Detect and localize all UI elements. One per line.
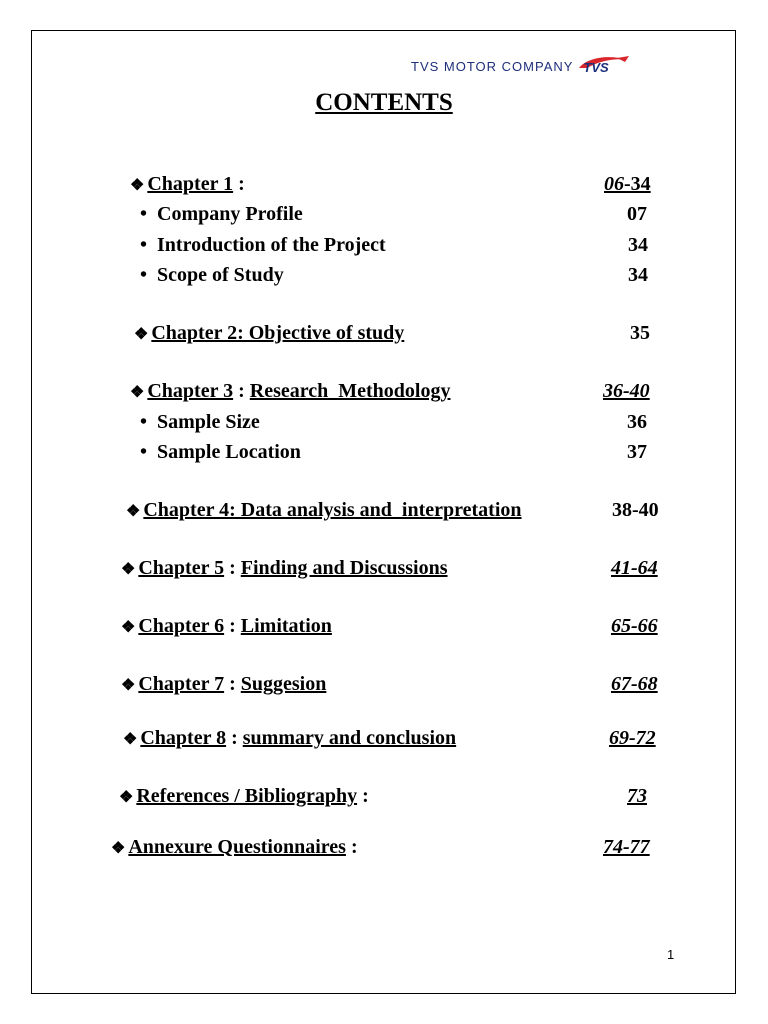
chapter-name[interactable]: Research Methodology bbox=[249, 380, 451, 402]
chapter-name[interactable]: Limitation bbox=[240, 615, 332, 637]
toc-entry-chapter-3[interactable]: ❖ Chapter 3 : Research Methodology bbox=[130, 380, 451, 402]
bullet-icon: • bbox=[140, 441, 148, 463]
bullet-icon: • bbox=[140, 264, 148, 286]
chapter-name[interactable]: Finding and Discussions bbox=[240, 557, 448, 579]
toc-entry-chapter-4[interactable] bbox=[126, 498, 522, 524]
toc-pages-annexure: 74-77 bbox=[603, 836, 650, 858]
toc-entry-chapter-8[interactable]: ❖ Chapter 8 : summary and conclusion bbox=[123, 727, 457, 749]
diamond-bullet-icon: ❖ bbox=[130, 384, 145, 401]
toc-subitem-page: 36 bbox=[627, 411, 647, 433]
toc-subitem[interactable]: • Sample Size bbox=[140, 411, 260, 433]
chapter-label[interactable]: Chapter 4: Data analysis and interpretation bbox=[143, 499, 522, 521]
toc-entry-chapter-2[interactable] bbox=[134, 321, 404, 347]
chapter-label[interactable]: Chapter 2: Objective of study bbox=[151, 322, 405, 344]
chapter-name[interactable]: Suggesion bbox=[240, 673, 327, 695]
bullet-icon: • bbox=[140, 203, 148, 225]
diamond-bullet-icon: ❖ bbox=[121, 619, 136, 636]
toc-subitem-page: 07 bbox=[627, 203, 647, 225]
diamond-bullet-icon: ❖ bbox=[123, 731, 138, 748]
toc-pages-chapter-4: 38-40 bbox=[612, 499, 659, 521]
tvs-badge-text: TVS bbox=[583, 60, 609, 75]
diamond-bullet-icon: ❖ bbox=[130, 177, 145, 194]
toc-pages-chapter-1: 06-34 bbox=[604, 173, 651, 195]
diamond-bullet-icon: ❖ bbox=[126, 503, 141, 520]
chapter-name[interactable]: summary and conclusion bbox=[242, 727, 457, 749]
toc-pages-chapter-8: 69-72 bbox=[609, 727, 656, 749]
toc-pages-chapter-2: 35 bbox=[630, 322, 650, 344]
tvs-logo bbox=[411, 54, 633, 78]
diamond-bullet-icon: ❖ bbox=[121, 561, 136, 578]
toc-entry-chapter-1[interactable]: ❖ Chapter 1 : bbox=[130, 173, 245, 195]
diamond-bullet-icon: ❖ bbox=[111, 840, 126, 857]
bullet-icon: • bbox=[140, 411, 148, 433]
diamond-bullet-icon: ❖ bbox=[119, 789, 134, 806]
bullet-icon: • bbox=[140, 234, 148, 256]
toc-entry-annexure[interactable]: ❖ Annexure Questionnaires : bbox=[111, 836, 358, 858]
toc-entry-chapter-6[interactable]: ❖ Chapter 6 : Limitation bbox=[121, 615, 332, 637]
diamond-bullet-icon: ❖ bbox=[134, 326, 149, 343]
toc-pages-chapter-5: 41-64 bbox=[611, 557, 658, 579]
toc-pages-chapter-3: 36-40 bbox=[603, 380, 650, 402]
chapter-label[interactable]: Chapter 7 bbox=[138, 673, 225, 695]
toc-entry-chapter-7[interactable]: ❖ Chapter 7 : Suggesion bbox=[121, 673, 327, 695]
company-name: TVS MOTOR COMPANY bbox=[411, 58, 574, 74]
toc-subitem-page: 34 bbox=[628, 234, 648, 256]
toc-pages-references: 73 bbox=[627, 785, 647, 807]
chapter-label[interactable]: Chapter 8 bbox=[140, 727, 227, 749]
chapter-label[interactable]: References / Bibliography bbox=[136, 785, 358, 807]
toc-subitem[interactable]: • Introduction of the Project bbox=[140, 234, 386, 256]
chapter-label[interactable]: Chapter 1 bbox=[147, 173, 234, 195]
toc-subitem[interactable]: • Sample Location bbox=[140, 441, 301, 463]
toc-entry-references[interactable]: ❖ References / Bibliography : bbox=[119, 785, 369, 807]
chapter-label[interactable]: Chapter 6 bbox=[138, 615, 225, 637]
toc-subitem[interactable]: • Company Profile bbox=[140, 203, 303, 225]
page-number: 1 bbox=[667, 947, 675, 962]
diamond-bullet-icon: ❖ bbox=[121, 677, 136, 694]
toc-entry-chapter-5[interactable]: ❖ Chapter 5 : Finding and Discussions bbox=[121, 557, 448, 579]
toc-subitem[interactable]: • Scope of Study bbox=[140, 264, 284, 286]
contents-title: CONTENTS bbox=[315, 89, 453, 116]
toc-subitem-page: 34 bbox=[628, 264, 648, 286]
tvs-badge-icon bbox=[577, 54, 633, 78]
chapter-label[interactable]: Chapter 5 bbox=[138, 557, 225, 579]
toc-pages-chapter-7: 67-68 bbox=[611, 673, 658, 695]
chapter-label[interactable]: Annexure Questionnaires bbox=[128, 836, 346, 858]
chapter-label[interactable]: Chapter 3 bbox=[147, 380, 234, 402]
toc-pages-chapter-6: 65-66 bbox=[611, 615, 658, 637]
toc-subitem-page: 37 bbox=[627, 441, 647, 463]
